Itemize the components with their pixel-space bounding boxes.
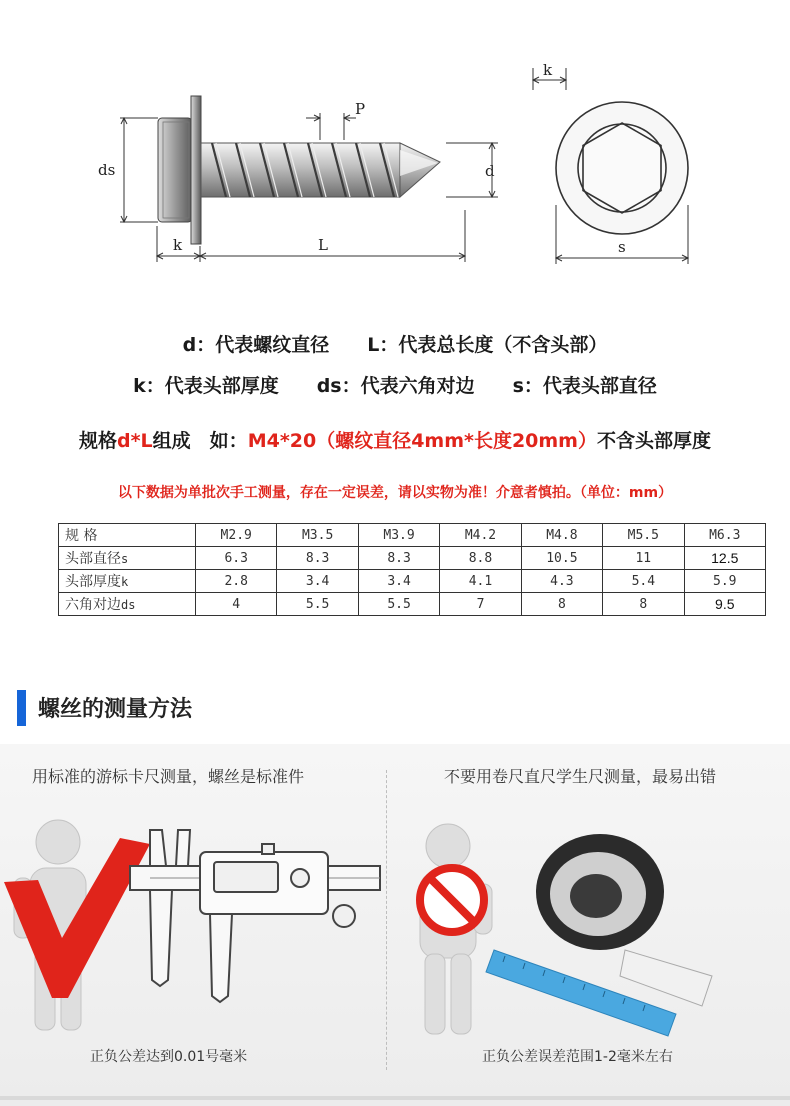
table-cell: 2.8 [196,570,277,593]
table-cell: 8.3 [358,547,439,570]
table-header-cell: M4.2 [440,524,521,547]
table-header-cell: M2.9 [196,524,277,547]
label-d: d [485,162,495,180]
label-ds: ds [98,161,116,179]
table-cell: 7 [440,593,521,616]
measurement-note: 以下数据为单批次手工测量，存在一定误差，请以实物为准！介意者慎拍。（单位：mm） [117,485,673,501]
table-cell: 3.4 [277,570,358,593]
table-cell: 5.5 [358,593,439,616]
legend-line-1 [0,330,790,357]
spec-middle: 组成 如： [152,430,248,452]
table-cell: 8.3 [277,547,358,570]
table-row [59,593,766,616]
legend-ds: ds：代表六角对边 [316,375,475,397]
spec-example-value: M4*20（螺纹直径4mm*长度20mm） [247,430,597,452]
table-cell: 5.4 [603,570,684,593]
row-label [59,570,196,593]
table-cell: 8.8 [440,547,521,570]
row-label-symbol: s [121,552,129,566]
bottom-divider [0,1096,790,1100]
table-cell: 4.3 [521,570,602,593]
section-title: 螺丝的测量方法 [38,697,193,722]
table-cell: 5.5 [277,593,358,616]
subcaption-correct: 正负公差达到0.01号毫米 [90,1049,248,1065]
table-row [59,570,766,593]
table-header-cell: M6.3 [684,524,765,547]
row-label [59,593,196,616]
spec-table [58,523,766,616]
label-p: P [355,100,366,118]
screw-side-view [158,96,440,244]
table-cell: 11 [603,547,684,570]
table-header-cell: M5.5 [603,524,684,547]
row-label-text: 头部厚度 [65,574,121,590]
legend-L: L：代表总长度（不含头部） [367,334,608,356]
table-header-row [59,524,766,547]
screw-dimension-diagram [0,0,790,300]
spec-formula: d*L [117,430,153,452]
spec-prefix: 规格 [79,430,118,452]
legend-s: s：代表头部直径 [512,375,657,397]
table-header-label: 规 格 [59,524,196,547]
caption-wrong: 不要用卷尺直尺学生尺测量，最易出错 [444,767,717,786]
table-row [59,547,766,570]
checkmark-icon [4,838,150,998]
legend-line-2 [0,371,790,398]
table-cell: 4.1 [440,570,521,593]
table-header-cell: M4.8 [521,524,602,547]
row-label-text: 六角对边 [65,597,121,613]
spec-suffix: 不含头部厚度 [596,430,711,452]
table-cell: 10.5 [521,547,602,570]
row-label-symbol: ds [121,598,136,612]
row-label [59,547,196,570]
table-cell: 4 [196,593,277,616]
table-header-cell: M3.5 [277,524,358,547]
table-cell: 8 [603,593,684,616]
table-cell: 9.5 [684,593,765,616]
screw-head-top-view [556,102,688,234]
row-label-symbol: k [121,575,129,589]
label-k: k [173,236,183,254]
section-accent-bar [17,690,26,726]
subcaption-wrong: 正负公差误差范围1-2毫米左右 [482,1049,673,1065]
caption-correct: 用标准的游标卡尺测量，螺丝是标准件 [32,767,305,786]
vernier-caliper-icon [130,830,380,1002]
label-s: s [618,238,626,256]
row-label-text: 头部直径 [65,551,121,567]
method-illustrations [0,800,790,1040]
table-header-cell: M3.9 [358,524,439,547]
prohibited-icon [420,868,484,932]
legend-d: d：代表螺纹直径 [182,334,330,356]
table-cell: 3.4 [358,570,439,593]
label-L: L [318,236,328,254]
table-cell: 8 [521,593,602,616]
label-k-top: k [543,61,553,79]
spec-example [0,426,790,453]
table-cell: 6.3 [196,547,277,570]
table-cell: 5.9 [684,570,765,593]
table-cell: 12.5 [684,547,765,570]
legend-k: k：代表头部厚度 [133,375,279,397]
